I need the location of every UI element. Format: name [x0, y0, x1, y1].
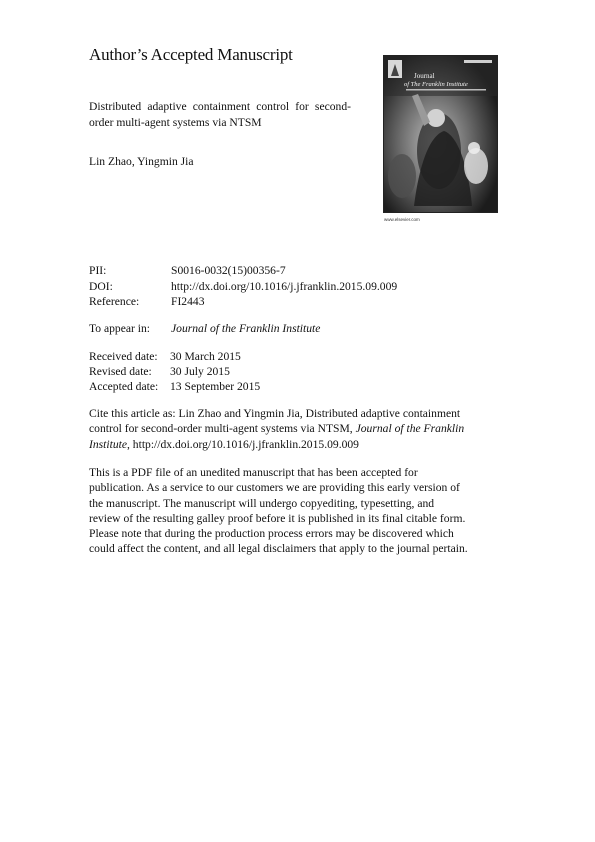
- journal-name: Journal of the Franklin Institute: [171, 322, 321, 335]
- doi-row: [89, 280, 397, 294]
- notice-line: could affect the content, and all legal disclaimers that apply to the journal pertain.: [89, 542, 468, 556]
- notice-line: the manuscript. The manuscript will undergo copyediting, typesetting, and: [89, 496, 435, 510]
- citation-line: Cite this article as: Lin Zhao and Yingmin Jia, Distributed adaptive containment: [89, 407, 461, 420]
- journal-cover-image: [383, 55, 498, 213]
- doi-label: DOI:: [89, 280, 113, 293]
- pii-label: PII:: [89, 264, 107, 277]
- notice-line: This is a PDF file of an unedited manuscript that has been accepted for: [89, 466, 418, 479]
- article-authors: Lin Zhao, Yingmin Jia: [89, 155, 194, 168]
- reference-label: Reference:: [89, 295, 140, 308]
- cover-journal-line2: of The Franklin Institute: [404, 81, 468, 88]
- page-heading: Author’s Accepted Manuscript: [89, 45, 293, 64]
- manuscript-notice: [89, 465, 468, 557]
- appear-row: [89, 322, 320, 336]
- notice-line: review of the resulting galley proof before it is published in its final citable form.: [89, 511, 466, 525]
- revised-date-label: Revised date:: [89, 365, 152, 378]
- citation-line: [89, 421, 464, 436]
- revised-date-value: 30 July 2015: [170, 365, 230, 378]
- received-date-row: [89, 350, 241, 364]
- reference-value: FI2443: [171, 295, 205, 308]
- accepted-date-value: 13 September 2015: [170, 380, 261, 393]
- pii-value: S0016-0032(15)00356-7: [171, 264, 286, 277]
- cover-artwork: [384, 56, 497, 212]
- citation-line: [89, 437, 464, 452]
- notice-line: publication. As a service to our customers we are providing this early version of: [89, 481, 460, 495]
- article-title: Distributed adaptive containment control for second-order multi-agent systems via NTSM: [89, 100, 351, 129]
- revised-date-row: [89, 365, 230, 379]
- appear-label: To appear in:: [89, 322, 150, 335]
- accepted-date-label: Accepted date:: [89, 380, 159, 393]
- notice-line: Please note that during the production process errors may be discovered which: [89, 527, 454, 541]
- doi-value[interactable]: http://dx.doi.org/10.1016/j.jfranklin.2015.09.009: [171, 280, 398, 293]
- received-date-label: Received date:: [89, 350, 158, 363]
- accepted-date-row: [89, 380, 260, 394]
- citation-paragraph: [89, 406, 464, 452]
- publisher-website: www.elsevier.com: [384, 217, 420, 222]
- received-date-value: 30 March 2015: [170, 350, 241, 363]
- pii-row: [89, 264, 286, 278]
- citation-text: control for second-order multi-agent systems via NTSM,: [89, 422, 356, 436]
- citation-journal: Institute: [89, 437, 127, 451]
- reference-row: [89, 295, 205, 309]
- citation-journal: Journal of the Franklin: [355, 422, 465, 436]
- citation-doi: , http://dx.doi.org/10.1016/j.jfranklin.2015.09.009: [127, 437, 359, 451]
- cover-journal-line1: Journal: [414, 72, 435, 80]
